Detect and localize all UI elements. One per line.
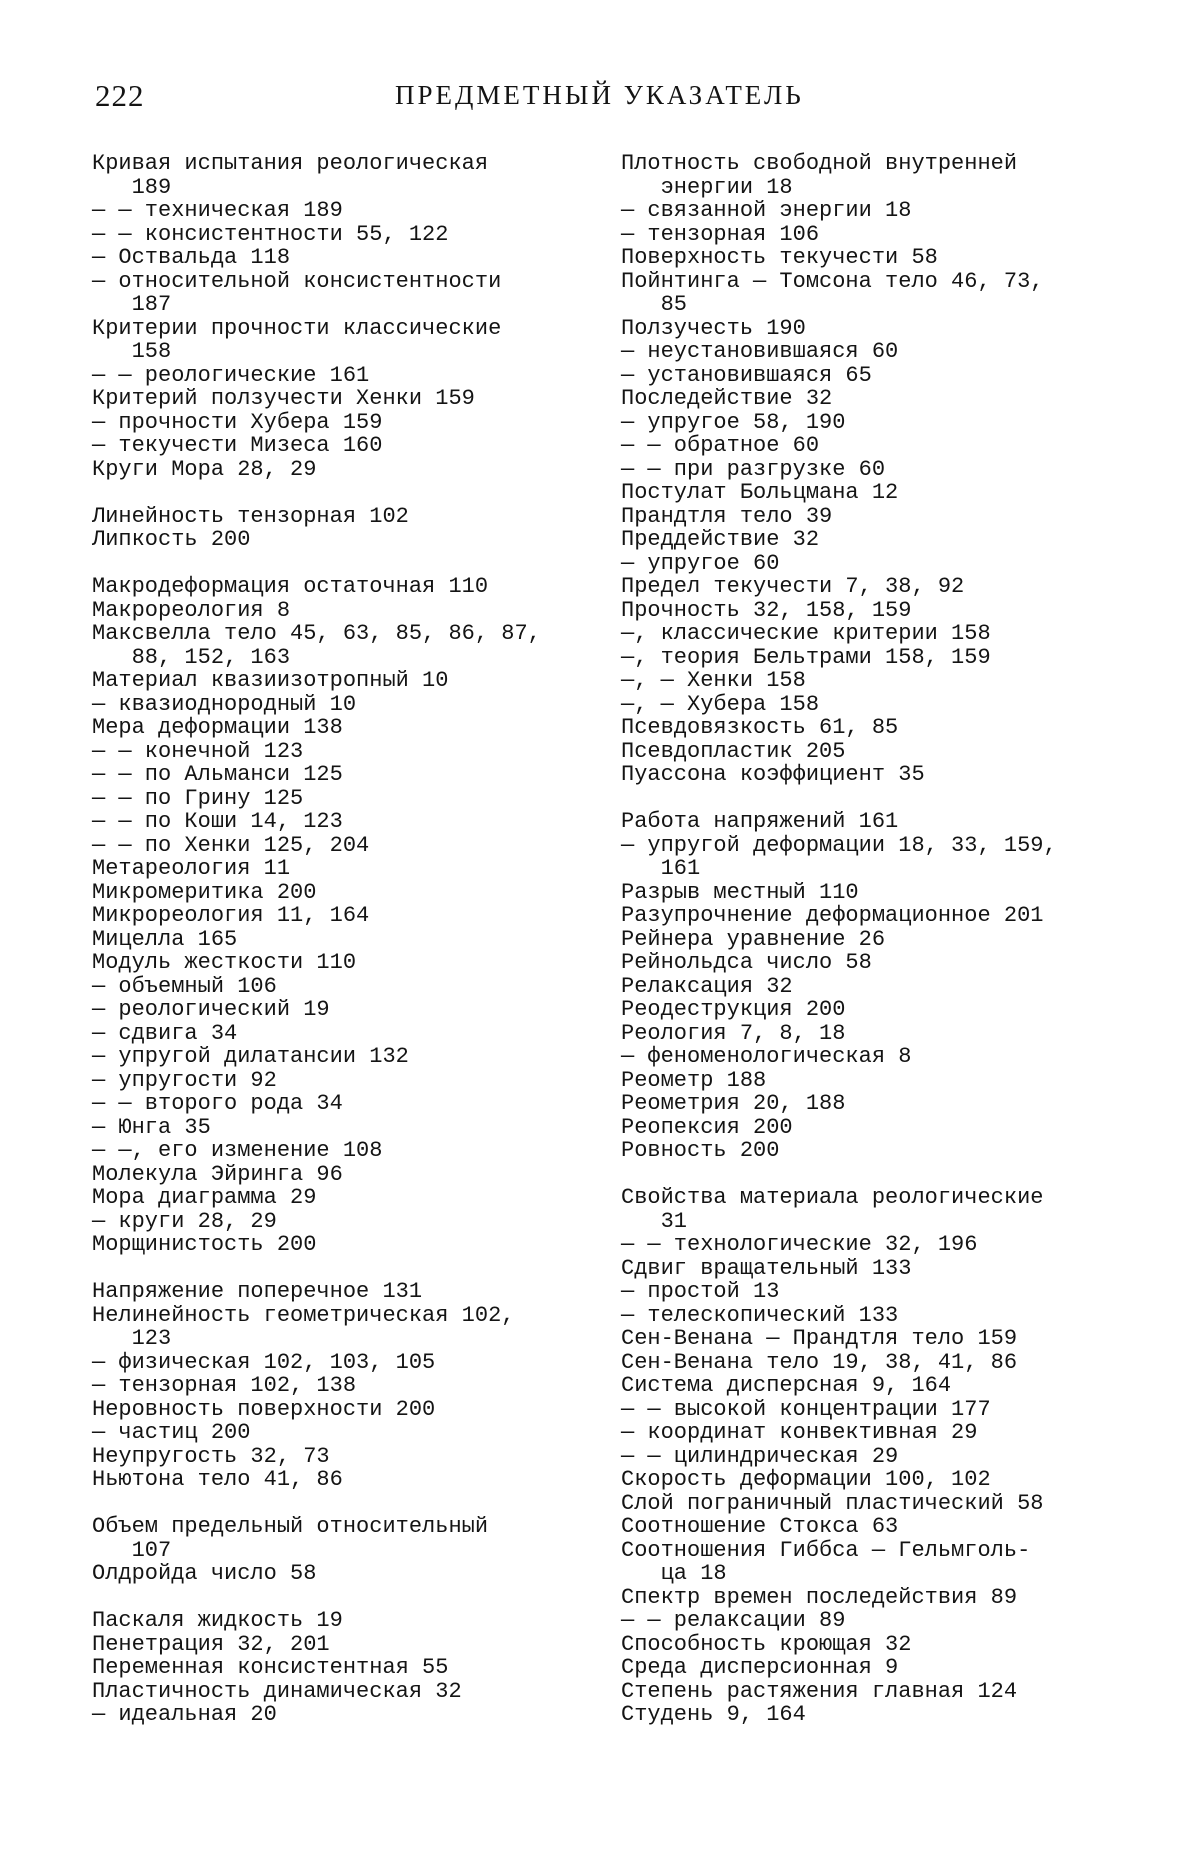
index-entry-line: Свойства материала реологические — [621, 1185, 1044, 1210]
index-entry-line: ца 18 — [621, 1561, 727, 1586]
index-entry-line: — частиц 200 — [92, 1420, 251, 1445]
section-gap — [621, 787, 1116, 811]
index-entry-line: — — по Хенки 125, 204 — [92, 832, 370, 858]
index-column-left — [92, 152, 582, 1727]
section-gap — [92, 1492, 582, 1516]
index-entry-line: Прочность 32, 158, 159 — [621, 597, 912, 623]
index-entry-line: Неровность поверхности 200 — [92, 1396, 436, 1422]
index-entry-line: — связанной энергии 18 — [621, 198, 912, 223]
index-entry-line: — упругое 60 — [621, 550, 780, 576]
index-entry-line: энергии 18 — [621, 174, 793, 200]
index-entry-line: —, теория Бельтрами 158, 159 — [621, 644, 991, 670]
index-entry-line: Пенетрация 32, 201 — [92, 1631, 330, 1657]
index-entry-line: — тензорная 106 — [621, 221, 820, 247]
index-entry-line: Модуль жесткости 110 — [92, 950, 357, 975]
index-entry-line: Материал квазиизотропный 10 — [92, 668, 449, 693]
index-entry-line: — упругой деформации 18, 33, 159, — [621, 832, 1057, 858]
index-entry-line: Псевдовязкость 61, 85 — [621, 715, 899, 740]
index-entry-line: Реометрия 20, 188 — [621, 1091, 846, 1116]
index-entry-line: — Юнга 35 — [92, 1114, 211, 1140]
index-entry-line: — —, его изменение 108 — [92, 1138, 383, 1163]
index-entry-line: — тензорная 102, 138 — [92, 1373, 357, 1398]
index-entry-line: —, — Хенки 158 — [621, 668, 806, 693]
index-entry-line: Мицелла 165 — [92, 926, 238, 952]
index-entry-line: Пластичность динамическая 32 — [92, 1678, 462, 1704]
index-entry-line: — — по Коши 14, 123 — [92, 809, 343, 834]
index-entry-line: — Оствальда 118 — [92, 245, 291, 270]
index-entry-line: — установившаяся 65 — [621, 362, 872, 388]
index-entry-line: 187 — [92, 292, 172, 317]
index-entry-line: Мора диаграмма 29 — [92, 1185, 317, 1210]
index-entry-line: 85 — [621, 292, 688, 317]
index-entry-line: Соотношения Гиббса — Гельмголь- — [621, 1537, 1031, 1563]
index-entry-line: Максвелла тело 45, 63, 85, 86, 87, — [92, 621, 541, 646]
index-entry-line: 189 — [92, 174, 172, 200]
section-gap — [92, 1586, 582, 1610]
index-entry-line: Псевдопластик 205 — [621, 738, 846, 764]
index-entry-line: — — консистентности 55, 122 — [92, 221, 449, 247]
index-entry-line: — упругости 92 — [92, 1067, 277, 1093]
index-entry-line: — объемный 106 — [92, 973, 277, 999]
section-gap — [92, 1257, 582, 1281]
index-entry-line: — реологический 19 — [92, 997, 330, 1022]
index-entry-line: — — второго рода 34 — [92, 1091, 343, 1116]
index-entry-line: — простой 13 — [621, 1279, 780, 1304]
index-entry-line: Постулат Больцмана 12 — [621, 480, 899, 505]
index-entry-line: — — обратное 60 — [621, 433, 820, 458]
page-header — [95, 78, 1105, 118]
index-entry-line: Ньютона тело 41, 86 — [92, 1467, 343, 1492]
index-entry-line: — — конечной 123 — [92, 738, 304, 764]
index-entry-line: Среда дисперсионная 9 — [621, 1655, 899, 1680]
index-entry-line: Работа напряжений 161 — [621, 809, 899, 834]
index-entry-line: Макродеформация остаточная 110 — [92, 574, 489, 599]
index-entry-line: — текучести Мизеса 160 — [92, 433, 383, 458]
index-entry-line: Плотность свободной внутренней — [621, 151, 1018, 176]
index-entry-line: Нелинейность геометрическая 102, — [92, 1302, 515, 1328]
index-entry-line: Линейность тензорная 102 — [92, 503, 409, 529]
index-entry-line: Молекула Эйринга 96 — [92, 1161, 343, 1187]
index-column-right — [621, 152, 1116, 1727]
index-entry-line: Напряжение поперечное 131 — [92, 1279, 423, 1304]
index-entry-line: Неупругость 32, 73 — [92, 1443, 330, 1469]
index-entry-line: Поверхность текучести 58 — [621, 245, 938, 270]
index-entry-line: Реодеструкция 200 — [621, 997, 846, 1022]
index-entry-line: — — техническая 189 — [92, 198, 343, 223]
index-entry-line: — — высокой концентрации 177 — [621, 1396, 991, 1422]
index-entry-line: Мера деформации 138 — [92, 715, 343, 740]
index-entry-line: Микромеритика 200 — [92, 879, 317, 905]
index-entry-line: — прочности Хубера 159 — [92, 409, 383, 435]
index-entry-line: 107 — [92, 1537, 172, 1563]
index-entry-line: Пойнтинга — Томсона тело 46, 73, — [621, 268, 1044, 294]
index-entry-line: Реопексия 200 — [621, 1114, 793, 1140]
index-entry-line: — квазиоднородный 10 — [92, 691, 357, 717]
index-entry-line: Метареология 11 — [92, 856, 291, 881]
index-entry-line: Объем предельный относительный — [92, 1514, 489, 1539]
index-entry-line: Степень растяжения главная 124 — [621, 1678, 1018, 1704]
page-number: 222 — [95, 78, 145, 113]
index-entry-line: Критерий ползучести Хенки 159 — [92, 386, 475, 411]
index-entry-line: — — технологические 32, 196 — [621, 1232, 978, 1257]
index-entry-line: 161 — [621, 856, 701, 881]
index-entry-line: — упругое 58, 190 — [621, 409, 846, 435]
index-entry-line: Реология 7, 8, 18 — [621, 1020, 846, 1046]
index-entry-line: Рейнольдса число 58 — [621, 950, 872, 975]
index-entry-line: Скорость деформации 100, 102 — [621, 1467, 991, 1492]
index-entry-line: Спектр времен последействия 89 — [621, 1584, 1018, 1610]
index-entry-line: Кривая испытания реологическая — [92, 151, 489, 176]
index-entry-line: Прандтля тело 39 — [621, 503, 833, 529]
section-gap — [92, 481, 582, 505]
index-entry-line: Липкость 200 — [92, 527, 251, 552]
index-entry-line: — круги 28, 29 — [92, 1208, 277, 1234]
running-title: ПРЕДМЕТНЫЙ УКАЗАТЕЛЬ — [395, 80, 804, 110]
index-entry-line: Ровность 200 — [621, 1138, 780, 1163]
index-entry-line: Олдройда число 58 — [92, 1561, 317, 1586]
index-entry-line: Релаксация 32 — [621, 973, 793, 999]
index-entry-line: Соотношение Стокса 63 — [621, 1514, 899, 1539]
index-entry-line: Сдвиг вращательный 133 — [621, 1255, 912, 1281]
index-entry-line: Разупрочнение деформационное 201 — [621, 903, 1044, 928]
index-entry-line: Преддействие 32 — [621, 527, 820, 552]
index-entry-line: Система дисперсная 9, 164 — [621, 1373, 952, 1398]
index-entry-line: Пуассона коэффициент 35 — [621, 762, 925, 787]
index-entry-line: — неустановившаяся 60 — [621, 339, 899, 364]
index-entry-line: Реометр 188 — [621, 1067, 767, 1093]
index-entry-line: — — цилиндрическая 29 — [621, 1443, 899, 1469]
index-entry-line: Студень 9, 164 — [621, 1702, 806, 1727]
index-entry-line: —, классические критерии 158 — [621, 621, 991, 646]
index-entry-line: — сдвига 34 — [92, 1020, 238, 1046]
index-entry-line: Переменная консистентная 55 — [92, 1655, 449, 1680]
index-entry-line: — — релаксации 89 — [621, 1608, 846, 1633]
index-entry-line: — — реологические 161 — [92, 362, 370, 388]
section-gap — [92, 552, 582, 576]
index-entry-line: Микрореология 11, 164 — [92, 903, 370, 928]
index-entry-line: — координат конвективная 29 — [621, 1420, 978, 1445]
index-entry-line: — идеальная 20 — [92, 1702, 277, 1727]
index-entry-line: — — при разгрузке 60 — [621, 456, 886, 482]
index-entry-line: Макрореология 8 — [92, 597, 291, 623]
index-entry-line: Рейнера уравнение 26 — [621, 926, 886, 952]
index-entry-line: 123 — [92, 1326, 172, 1351]
index-entry-line: Ползучесть 190 — [621, 315, 806, 341]
index-entry-line: Разрыв местный 110 — [621, 879, 859, 905]
index-entry-line: 88, 152, 163 — [92, 644, 291, 670]
index-entry-line: Паскаля жидкость 19 — [92, 1608, 343, 1633]
index-entry-line: Круги Мора 28, 29 — [92, 456, 317, 482]
index-entry-line: — относительной консистентности — [92, 268, 502, 294]
index-entry-line: — упругой дилатансии 132 — [92, 1044, 409, 1069]
index-entry-line: 31 — [621, 1208, 688, 1234]
index-entry-line: Последействие 32 — [621, 386, 833, 411]
section-gap — [621, 1163, 1116, 1187]
index-entry-line: — физическая 102, 103, 105 — [92, 1349, 436, 1375]
index-entry-line: — — по Альманси 125 — [92, 762, 343, 787]
index-entry-line: — — по Грину 125 — [92, 785, 304, 811]
index-entry-line: Предел текучести 7, 38, 92 — [621, 574, 965, 599]
index-entry-line: Критерии прочности классические — [92, 315, 502, 341]
index-entry-line: Сен-Венана тело 19, 38, 41, 86 — [621, 1349, 1018, 1375]
index-entry-line: Способность кроющая 32 — [621, 1631, 912, 1657]
index-entry-line: — телескопический 133 — [621, 1302, 899, 1328]
index-entry-line: 158 — [92, 339, 172, 364]
index-entry-line: Морщинистость 200 — [92, 1232, 317, 1257]
index-entry-line: Слой пограничный пластический 58 — [621, 1490, 1044, 1516]
index-entry-line: Сен-Венана — Прандтля тело 159 — [621, 1326, 1018, 1351]
index-entry-line: — феноменологическая 8 — [621, 1044, 912, 1069]
index-entry-line: —, — Хубера 158 — [621, 691, 820, 717]
